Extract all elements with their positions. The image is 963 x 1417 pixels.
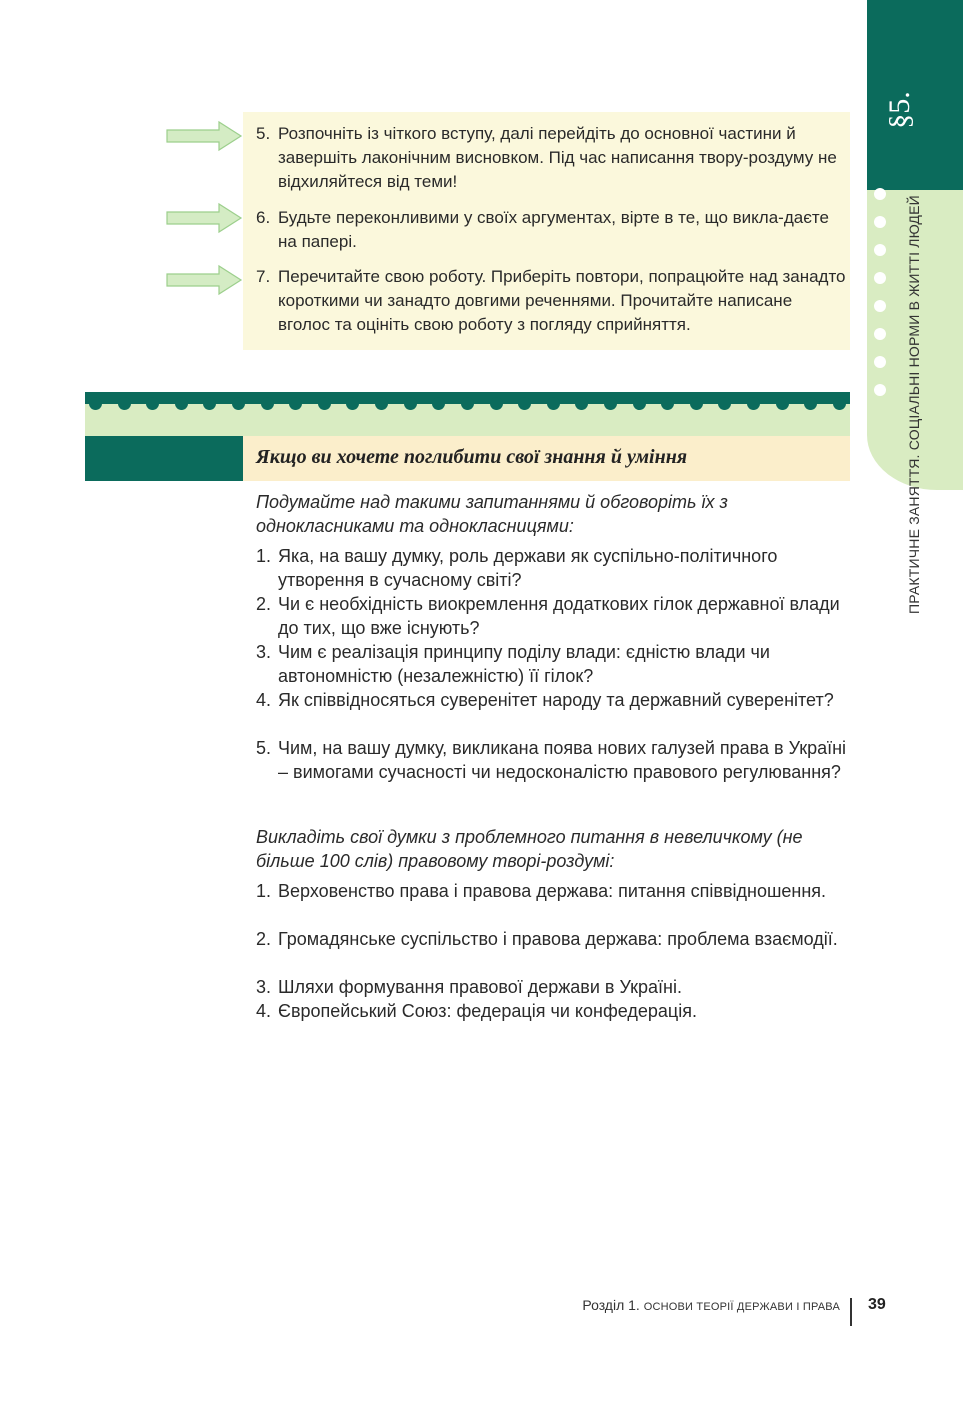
question-number: 1. (256, 546, 272, 566)
band-dot (490, 397, 503, 410)
footer-running-head (560, 1297, 840, 1313)
band-dot (232, 397, 245, 410)
topic-text: Верховенство права і правова держава: питання співвідношення. (278, 881, 827, 901)
section-band-dots (85, 397, 850, 411)
tip-item (256, 122, 846, 194)
tip-number: 5. (256, 124, 271, 143)
side-dot (874, 328, 886, 340)
topic-number: 2. (256, 929, 272, 949)
tip-item (256, 206, 846, 254)
question-number: 4. (256, 690, 272, 710)
side-dot (874, 216, 886, 228)
side-dot (874, 272, 886, 284)
side-dot (874, 188, 886, 200)
section-title: Якщо ви хочете поглибити свої знання й уміння (256, 446, 688, 468)
band-dot (89, 397, 102, 410)
band-dot (747, 397, 760, 410)
band-dot (375, 397, 388, 410)
band-dot (432, 397, 445, 410)
question-number: 5. (256, 738, 272, 758)
band-dot (776, 397, 789, 410)
question-item (256, 640, 856, 688)
band-dot (804, 397, 817, 410)
side-dot (874, 356, 886, 368)
tip-number: 6. (256, 208, 271, 227)
topic-number: 4. (256, 1001, 272, 1021)
section-mark: §5. (883, 91, 916, 129)
question-text: Як співвідносяться суверенітет народу та державний суверенітет? (278, 690, 834, 710)
band-dot (318, 397, 331, 410)
side-tab-dots (874, 188, 888, 412)
question-item (256, 736, 856, 784)
tip-number: 7. (256, 267, 271, 286)
side-dot (874, 300, 886, 312)
topic-text: Європейський Союз: федерація чи конфедерація. (278, 1001, 697, 1021)
side-dot (874, 244, 886, 256)
arrow-right-icon (165, 120, 243, 152)
question-text: Чи є необхідність виокремлення додаткових гілок державної влади до тих, що вже існують? (278, 594, 840, 638)
band-dot (203, 397, 216, 410)
tip-text: Будьте переконливими у своїх аргументах, вірте в те, що викла-даєте на папері. (278, 208, 829, 251)
tip-text: Перечитайте свою роботу. Приберіть повтори, попрацюйте над занадто короткими чи занадто довгими реченнями. Прочитайте написане вголос та оцініть свою роботу з погляду сприйняття. (278, 267, 846, 334)
band-dot (547, 397, 560, 410)
tip-item (256, 265, 846, 337)
topic-number: 3. (256, 977, 272, 997)
question-text: Чим є реалізація принципу поділу влади: єдністю влади чи автономністю (незалежністю) її гілок? (278, 642, 770, 686)
band-dot (633, 397, 646, 410)
band-dot (261, 397, 274, 410)
band-dot (661, 397, 674, 410)
band-dot (833, 397, 846, 410)
band-dot (404, 397, 417, 410)
topic-item (256, 999, 856, 1023)
question-number: 2. (256, 594, 272, 614)
question-item (256, 688, 856, 712)
band-dot (461, 397, 474, 410)
question-item (256, 592, 856, 640)
question-number: 3. (256, 642, 272, 662)
band-dot (575, 397, 588, 410)
tip-text: Розпочніть із чіткого вступу, далі перейдіть до основної частини й завершіть лаконічним висновком. Під час написання твору-роздуму не відхиляйтеся від теми! (278, 124, 837, 191)
arrow-right-icon (165, 264, 243, 296)
section-band-teal-block (85, 436, 243, 481)
side-tab-title: ПРАКТИЧНЕ ЗАНЯТТЯ. СОЦІАЛЬНІ НОРМИ В ЖИТТІ ЛЮДЕЙ (906, 195, 922, 614)
band-dot (518, 397, 531, 410)
page-number: 39 (868, 1296, 886, 1313)
topic-number: 1. (256, 881, 272, 901)
topic-item (256, 927, 856, 951)
question-text: Чим, на вашу думку, викликана поява нових галузей права в Україні – вимогами сучасності чи недосконалістю правового регулювання? (278, 738, 847, 782)
topic-text: Громадянське суспільство і правова держава: проблема взаємодії. (278, 929, 838, 949)
footer-divider (850, 1298, 852, 1326)
question-text: Яка, на вашу думку, роль держави як суспільно-політичного утворення в сучасному світі? (278, 546, 778, 590)
topics-intro: Викладіть свої думки з проблемного питання в невеличкому (не більше 100 слів) правовому творі-роздумі: (256, 827, 803, 871)
topic-item (256, 879, 856, 903)
band-dot (346, 397, 359, 410)
band-dot (146, 397, 159, 410)
band-dot (118, 397, 131, 410)
question-item (256, 544, 856, 592)
band-dot (604, 397, 617, 410)
side-dot (874, 384, 886, 396)
footer-chapter: Розділ 1. (582, 1297, 640, 1313)
questions-intro: Подумайте над такими запитаннями й обговоріть їх з однокласниками та однокласницями: (256, 492, 728, 536)
band-dot (690, 397, 703, 410)
arrow-right-icon (165, 202, 243, 234)
band-dot (718, 397, 731, 410)
topic-text: Шляхи формування правової держави в Україні. (278, 977, 682, 997)
footer-subject: ОСНОВИ ТЕОРІЇ ДЕРЖАВИ І ПРАВА (643, 1301, 840, 1313)
band-dot (175, 397, 188, 410)
topic-item (256, 975, 856, 999)
band-dot (289, 397, 302, 410)
